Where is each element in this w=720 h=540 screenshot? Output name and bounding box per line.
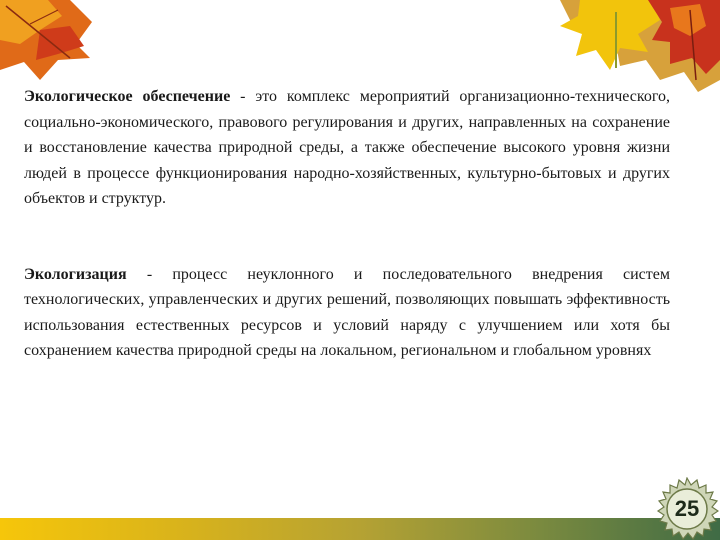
definition-text: - это комплекс мероприятий организационно-технического, социально-экономического, правового регулирования и других, направленных на сохранение и восстановление качества природной среды, а также обеспечение высокого уровня жизни людей в процессе функционирования народно-хозяйственных, культурно-бытовых и других объектов и структур. xyxy=(24,88,670,207)
definition-text: - процесс неуклонного и последовательного внедрения систем технологических, управленческих и других решений, позволяющих повышать эффективность использования естественных ресурсов и условий наряду с улучшением или хотя бы сохранением качества природной среды на локальном, региональном и глобальном уровнях xyxy=(24,265,670,359)
page-number: 25 xyxy=(674,496,700,521)
maple-leaves-icon xyxy=(520,0,720,92)
term: Экологизация xyxy=(24,265,127,283)
term: Экологическое обеспечение xyxy=(24,88,231,105)
definition-paragraph xyxy=(24,262,670,364)
page-number-badge xyxy=(655,477,719,540)
bottom-gradient-bar xyxy=(0,518,720,540)
definition-paragraph xyxy=(24,84,670,212)
maple-leaves-icon xyxy=(0,0,96,80)
text-content xyxy=(24,84,670,364)
